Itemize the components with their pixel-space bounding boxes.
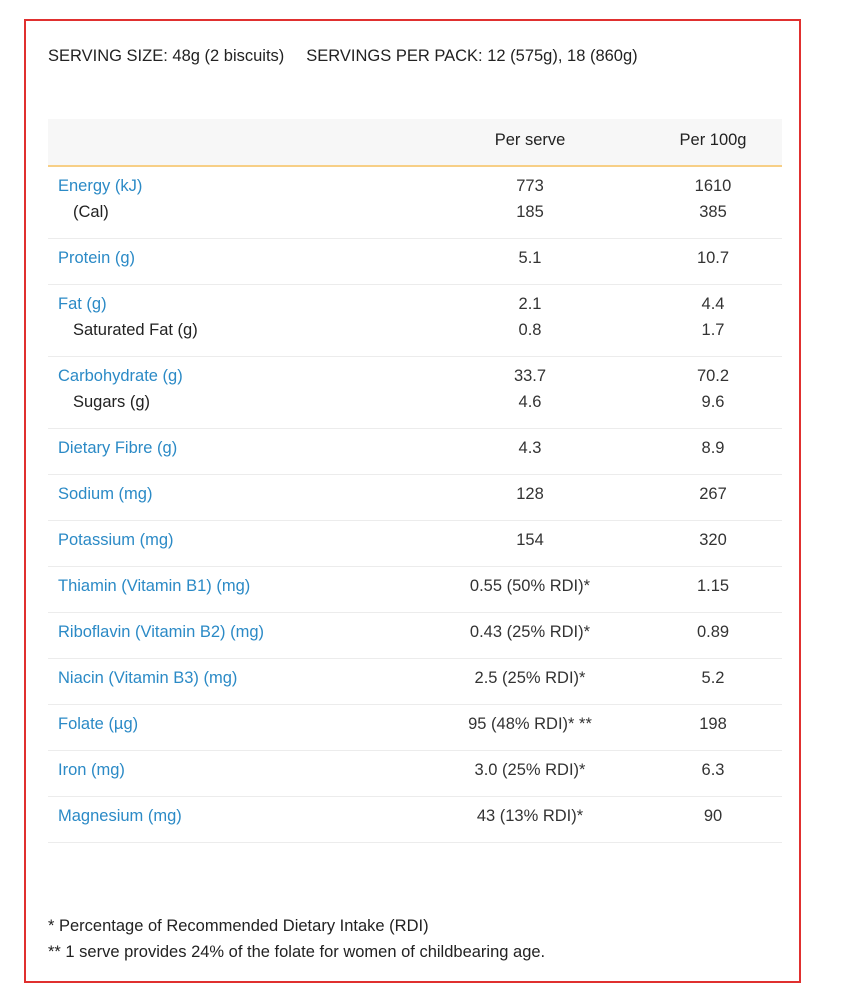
value-per-serve: 5.1 xyxy=(518,249,542,267)
value-per-serve: 33.7 xyxy=(513,367,547,385)
nutrient-name: Dietary Fibre (g) xyxy=(58,439,178,457)
nutrient-line xyxy=(48,531,782,557)
table-row xyxy=(48,285,782,357)
table-row xyxy=(48,167,782,239)
table-row xyxy=(48,567,782,613)
value-per-100g: 1.7 xyxy=(701,321,725,339)
nutrient-name: Potassium (mg) xyxy=(58,531,174,549)
table-row xyxy=(48,475,782,521)
header-per-serve: Per serve xyxy=(494,131,566,149)
value-per-100g: 0.89 xyxy=(696,623,730,641)
nutrient-name: Energy (kJ) xyxy=(58,177,143,195)
value-per-100g: 385 xyxy=(699,203,727,221)
table-header xyxy=(48,119,782,167)
value-per-serve: 3.0 (25% RDI)* xyxy=(474,761,586,779)
value-per-100g: 8.9 xyxy=(701,439,725,457)
nutrient-name: Protein (g) xyxy=(58,249,136,267)
value-per-serve: 0.8 xyxy=(518,321,542,339)
value-per-serve: 0.55 (50% RDI)* xyxy=(469,577,591,595)
footnotes xyxy=(48,913,545,965)
nutrient-line xyxy=(48,439,782,465)
sub-nutrient-line xyxy=(48,203,782,229)
value-per-serve: 43 (13% RDI)* xyxy=(476,807,584,825)
sub-nutrient-name: Saturated Fat (g) xyxy=(73,321,198,339)
table-row xyxy=(48,239,782,285)
table-row xyxy=(48,797,782,843)
table-row xyxy=(48,429,782,475)
value-per-serve: 128 xyxy=(516,485,544,503)
nutrient-line xyxy=(48,177,782,203)
value-per-serve: 773 xyxy=(516,177,544,195)
sub-nutrient-line xyxy=(48,393,782,419)
nutrient-name: Riboflavin (Vitamin B2) (mg) xyxy=(58,623,265,641)
nutrient-name: Carbohydrate (g) xyxy=(58,367,183,385)
value-per-serve: 95 (48% RDI)* ** xyxy=(468,715,592,733)
servings-per-pack: SERVINGS PER PACK: 12 (575g), 18 (860g) xyxy=(306,47,638,65)
value-per-serve: 2.5 (25% RDI)* xyxy=(474,669,586,687)
nutrient-line xyxy=(48,761,782,787)
nutrition-panel xyxy=(24,19,801,983)
value-per-100g: 1.15 xyxy=(696,577,730,595)
nutrient-name: Sodium (mg) xyxy=(58,485,153,503)
value-per-100g: 10.7 xyxy=(696,249,730,267)
nutrient-name: Niacin (Vitamin B3) (mg) xyxy=(58,669,238,687)
value-per-100g: 1610 xyxy=(694,177,732,195)
nutrient-name: Folate (µg) xyxy=(58,715,139,733)
sub-nutrient-line xyxy=(48,321,782,347)
table-row xyxy=(48,521,782,567)
nutrient-line xyxy=(48,623,782,649)
nutrient-line xyxy=(48,577,782,603)
value-per-100g: 90 xyxy=(703,807,723,825)
sub-nutrient-name: Sugars (g) xyxy=(73,393,151,411)
table-body xyxy=(48,167,782,843)
nutrient-name: Iron (mg) xyxy=(58,761,125,779)
footnote-folate: ** 1 serve provides 24% of the folate for women of childbearing age. xyxy=(48,943,546,961)
header-per-100g: Per 100g xyxy=(679,131,747,149)
value-per-100g: 320 xyxy=(699,531,727,549)
nutrient-line xyxy=(48,715,782,741)
nutrient-line xyxy=(48,295,782,321)
sub-nutrient-name: (Cal) xyxy=(73,203,109,221)
value-per-100g: 9.6 xyxy=(701,393,725,411)
nutrient-line xyxy=(48,485,782,511)
table-row xyxy=(48,357,782,429)
value-per-serve: 154 xyxy=(516,531,544,549)
value-per-100g: 70.2 xyxy=(696,367,730,385)
nutrient-line xyxy=(48,669,782,695)
nutrition-table xyxy=(48,119,782,843)
value-per-100g: 5.2 xyxy=(701,669,725,687)
value-per-serve: 4.3 xyxy=(518,439,542,457)
table-row xyxy=(48,613,782,659)
nutrient-name: Fat (g) xyxy=(58,295,107,313)
serving-info xyxy=(48,47,638,66)
table-row xyxy=(48,659,782,705)
value-per-serve: 2.1 xyxy=(518,295,542,313)
value-per-serve: 4.6 xyxy=(518,393,542,411)
serving-size: SERVING SIZE: 48g (2 biscuits) xyxy=(48,47,285,65)
table-row xyxy=(48,705,782,751)
footnote-rdi: * Percentage of Recommended Dietary Intake (RDI) xyxy=(48,917,429,935)
nutrient-line xyxy=(48,249,782,275)
nutrient-line xyxy=(48,367,782,393)
table-row xyxy=(48,751,782,797)
nutrient-name: Thiamin (Vitamin B1) (mg) xyxy=(58,577,251,595)
nutrient-line xyxy=(48,807,782,833)
value-per-100g: 198 xyxy=(699,715,727,733)
value-per-100g: 4.4 xyxy=(701,295,725,313)
value-per-100g: 267 xyxy=(699,485,727,503)
value-per-serve: 185 xyxy=(516,203,544,221)
value-per-serve: 0.43 (25% RDI)* xyxy=(469,623,591,641)
nutrient-name: Magnesium (mg) xyxy=(58,807,182,825)
value-per-100g: 6.3 xyxy=(701,761,725,779)
